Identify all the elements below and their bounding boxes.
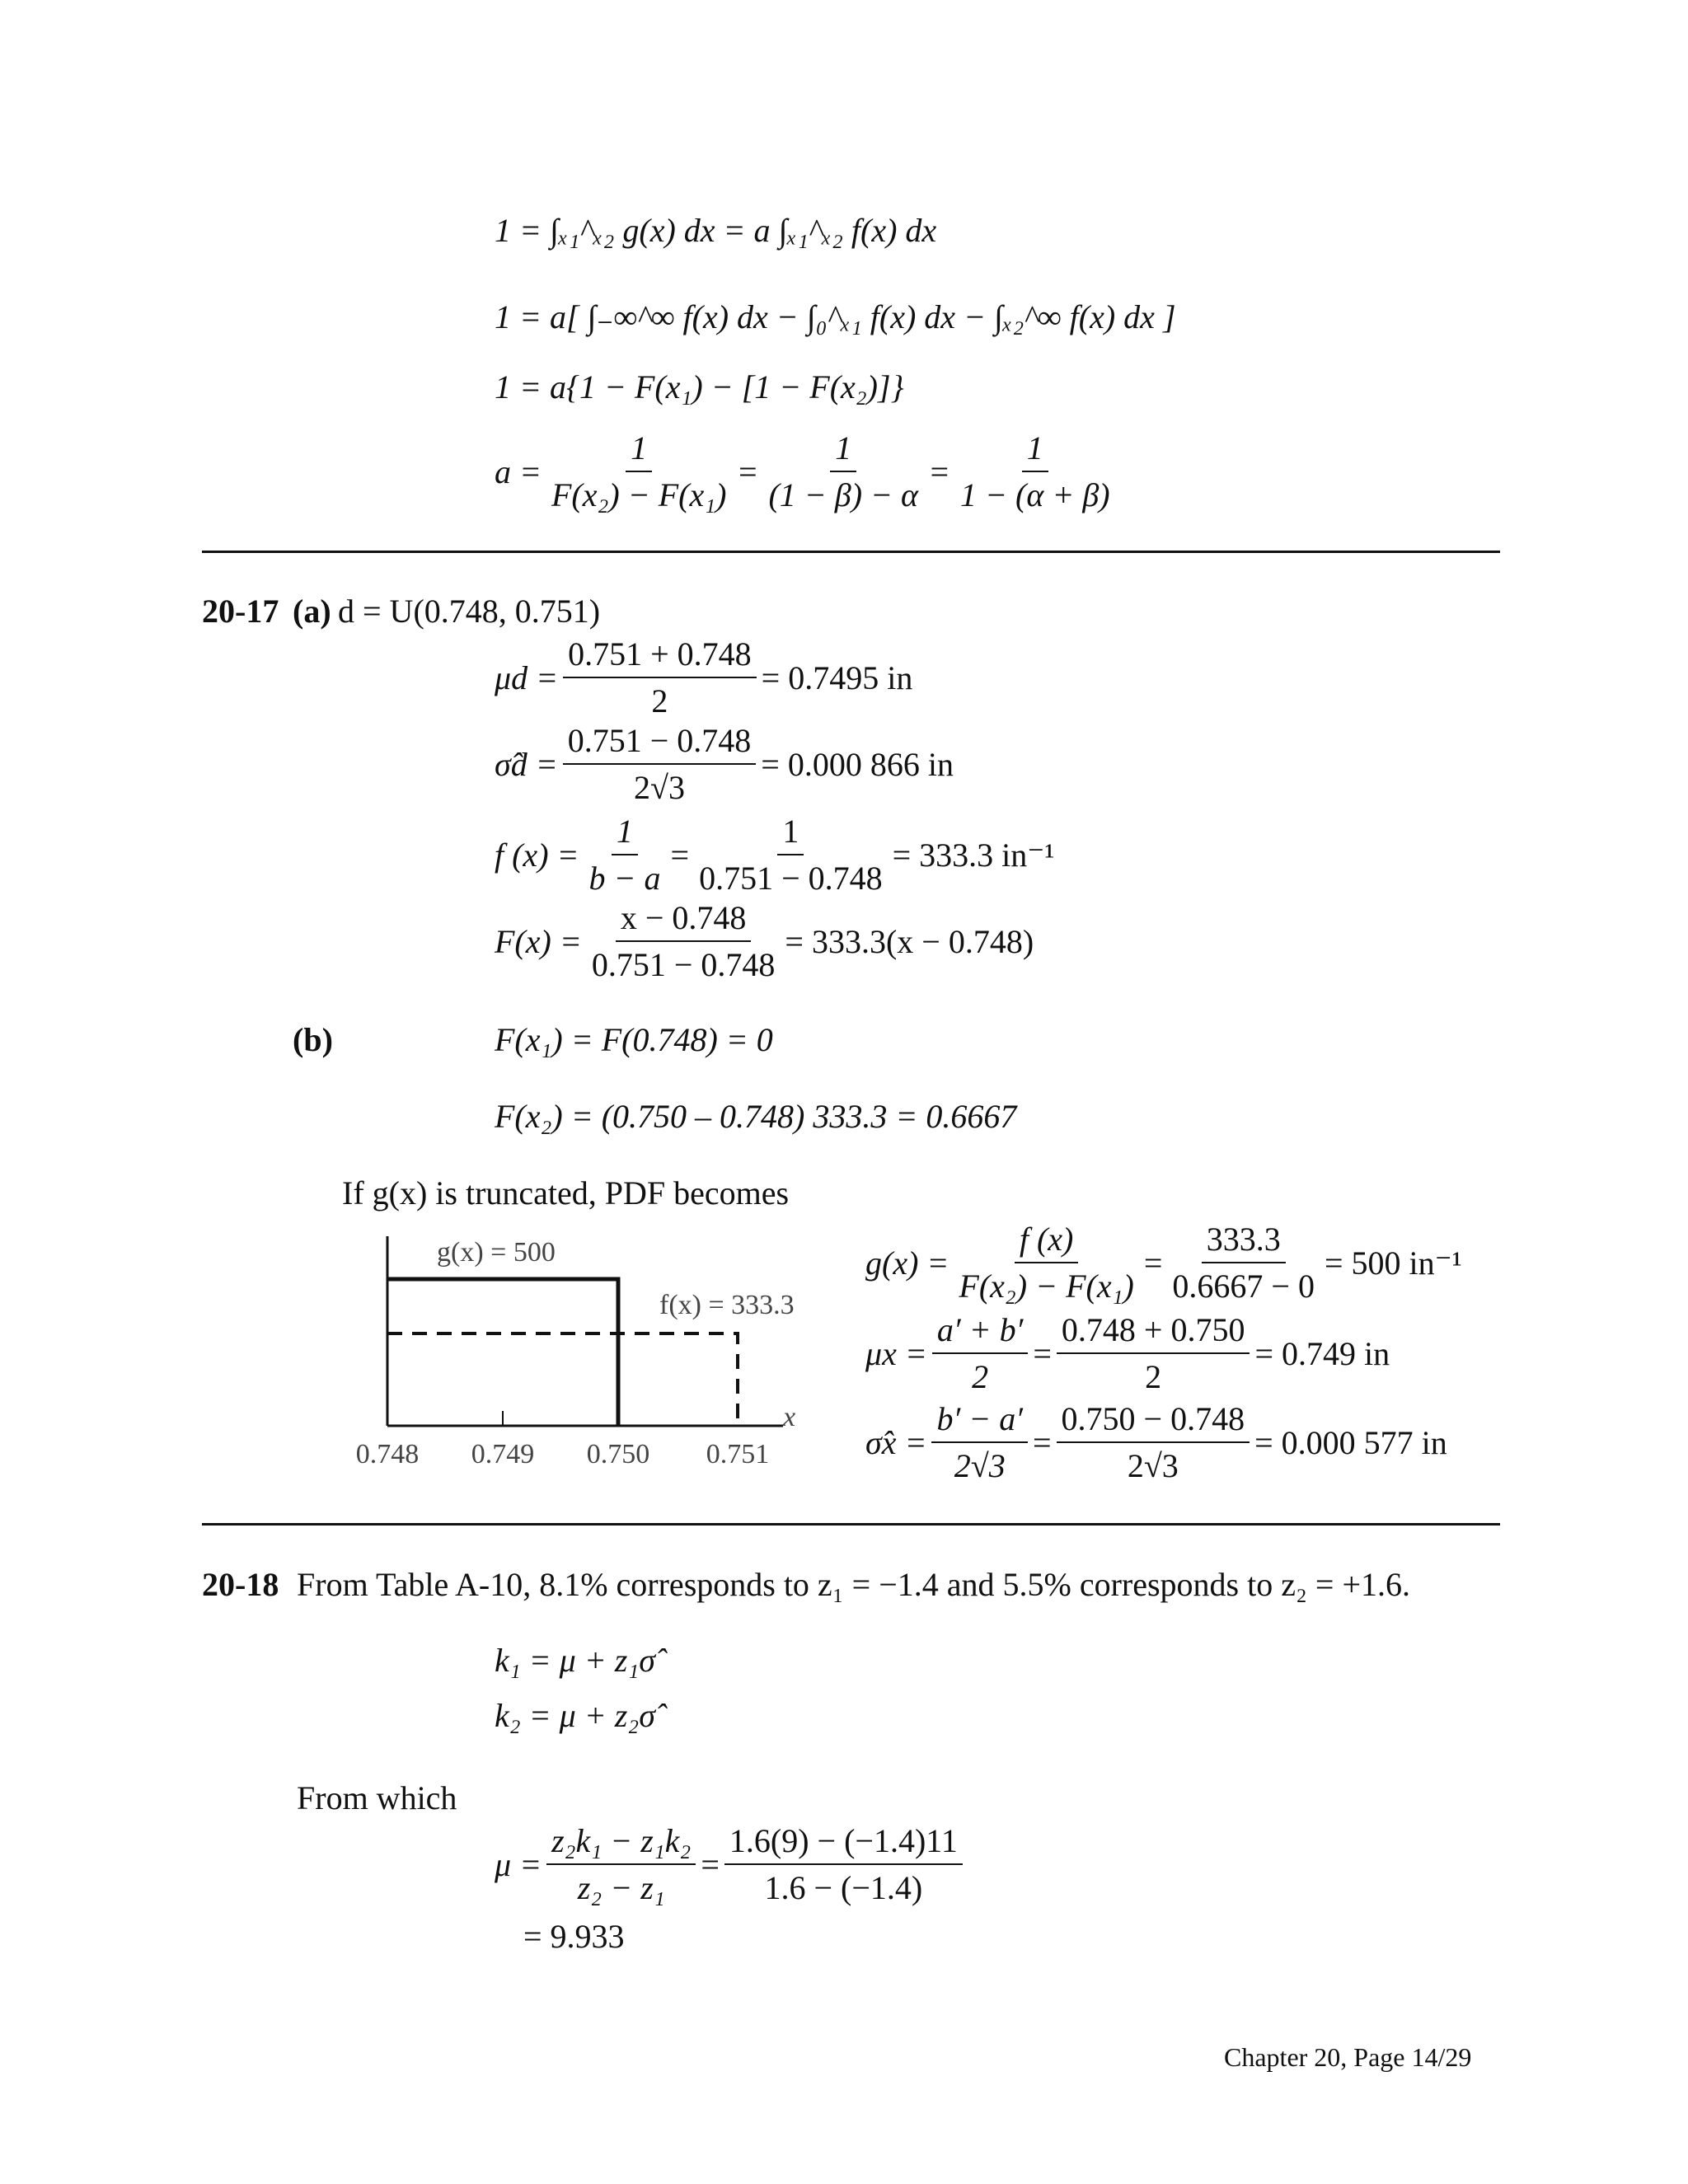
problem-number-20-18: 20-18 <box>202 1566 279 1603</box>
eq-line-4: a = $\frac{1}{\text{F(x₂) − F(x₁)}}$ = $\frac{1}{(1 - \beta) - \alpha}$ = $\frac{1}{1 - (\alpha + \beta)}$ <box>495 429 1120 514</box>
eq4-frac-3: $\frac{1}{1 - (\alpha + \beta)}$ <box>960 429 1110 513</box>
mu-result-value: = 9.933 <box>523 1918 625 1955</box>
tick-label-0: 0.748 <box>355 1439 420 1469</box>
section-divider-1 <box>202 551 1500 553</box>
eq4-frac-1: $\frac{1}{\text{F(x₂) − F(x₁)}}$ <box>551 429 727 513</box>
F-x1-line: F(x₁) = F(0.748) = 0 <box>495 1021 773 1058</box>
F-x-equation: F(x) = $\frac{x - 0.748}{0.751 - 0.748}$ = 333.3(x − 0.748) <box>495 899 1034 983</box>
section-divider-2 <box>202 1523 1500 1526</box>
tick-label-2: 0.750 <box>586 1439 650 1469</box>
problem-20-17-statement: d = U(0.748, 0.751) <box>338 593 601 630</box>
k1-equation: k₁ = μ + z₁σ̂ <box>495 1642 655 1679</box>
mu-d-equation: μd = $\frac{0.751 + 0.748}{2}$ = 0.7495 in <box>495 635 913 719</box>
sigma-d-equation: σ̂d = $\frac{0.751 - 0.748}{2√3}$ = 0.000 866 in <box>495 722 954 806</box>
part-b-label: (b) <box>293 1021 333 1058</box>
truncated-pdf-plot <box>338 1228 832 1475</box>
from-which-text: From which <box>297 1779 457 1816</box>
part-a-label: (a) <box>293 593 331 630</box>
problem-20-18-statement: From Table A-10, 8.1% corresponds to z₁ = −1.4 and 5.5% corresponds to z₂ = +1.6. <box>297 1566 1411 1603</box>
g-x-label: g(x) = 500 <box>437 1237 556 1268</box>
eq4-frac-2: $\frac{1}{(1 - \beta) - \alpha}$ <box>768 429 919 513</box>
sigma-x-equation: σ̂x = $\frac{b' - a'}{2√3}$ = $\frac{0.750 - 0.748}{2√3}$ = 0.000 577 in <box>865 1400 1447 1484</box>
eq-line-2: 1 = a[ ∫₋∞^∞ f(x) dx − ∫₀^ₓ₁ f(x) dx − ∫ₓ₂^∞ f(x) dx ] <box>495 298 1176 335</box>
tick-label-3: 0.751 <box>706 1439 770 1469</box>
eq-line-3: 1 = a{1 − F(x₁) − [1 − F(x₂)]} <box>495 368 904 405</box>
eq-line-1: 1 = ∫ₓ₁^ₓ₂ g(x) dx = a ∫ₓ₁^ₓ₂ f(x) dx <box>495 212 937 249</box>
mu-x-equation: μx = $\frac{a' + b'}{2}$ = $\frac{0.748 + 0.750}{2}$ = 0.749 in <box>865 1311 1390 1395</box>
g-x-rectangle <box>387 1279 618 1426</box>
page-footer: Chapter 20, Page 14/29 <box>1224 2042 1472 2072</box>
mu-result-equation: μ = $\frac{\text{z₂k₁ − z₁k₂}}{\text{z₂ − z₁}}$ = $\frac{1.6(9) - (-1.4)11}{1.6 - (-1.4)}$ <box>495 1821 968 1907</box>
truncated-note: If g(x) is truncated, PDF becomes <box>342 1174 790 1212</box>
f-x-label: f(x) = 333.3 <box>659 1290 795 1320</box>
tick-label-1: 0.749 <box>471 1439 535 1469</box>
g-x-equation: g(x) = $\frac{f (x)}{\text{F(x₂) − F(x₁)}}$ = $\frac{333.3}{0.6667 - 0}$ = 500 in⁻¹ <box>865 1221 1462 1305</box>
k2-equation: k₂ = μ + z₂σ̂ <box>495 1697 655 1734</box>
F-x2-line: F(x₂) = (0.750 – 0.748) 333.3 = 0.6667 <box>495 1098 1017 1135</box>
x-axis-label: x <box>783 1402 796 1432</box>
eq4-lhs: a = <box>495 452 542 490</box>
f-x-rectangle <box>387 1333 738 1426</box>
problem-number-20-17: 20-17 <box>202 593 279 630</box>
f-x-equation: f (x) = $\frac{1}{b - a}$ = $\frac{1}{0.751 - 0.748}$ = 333.3 in⁻¹ <box>495 813 1055 897</box>
